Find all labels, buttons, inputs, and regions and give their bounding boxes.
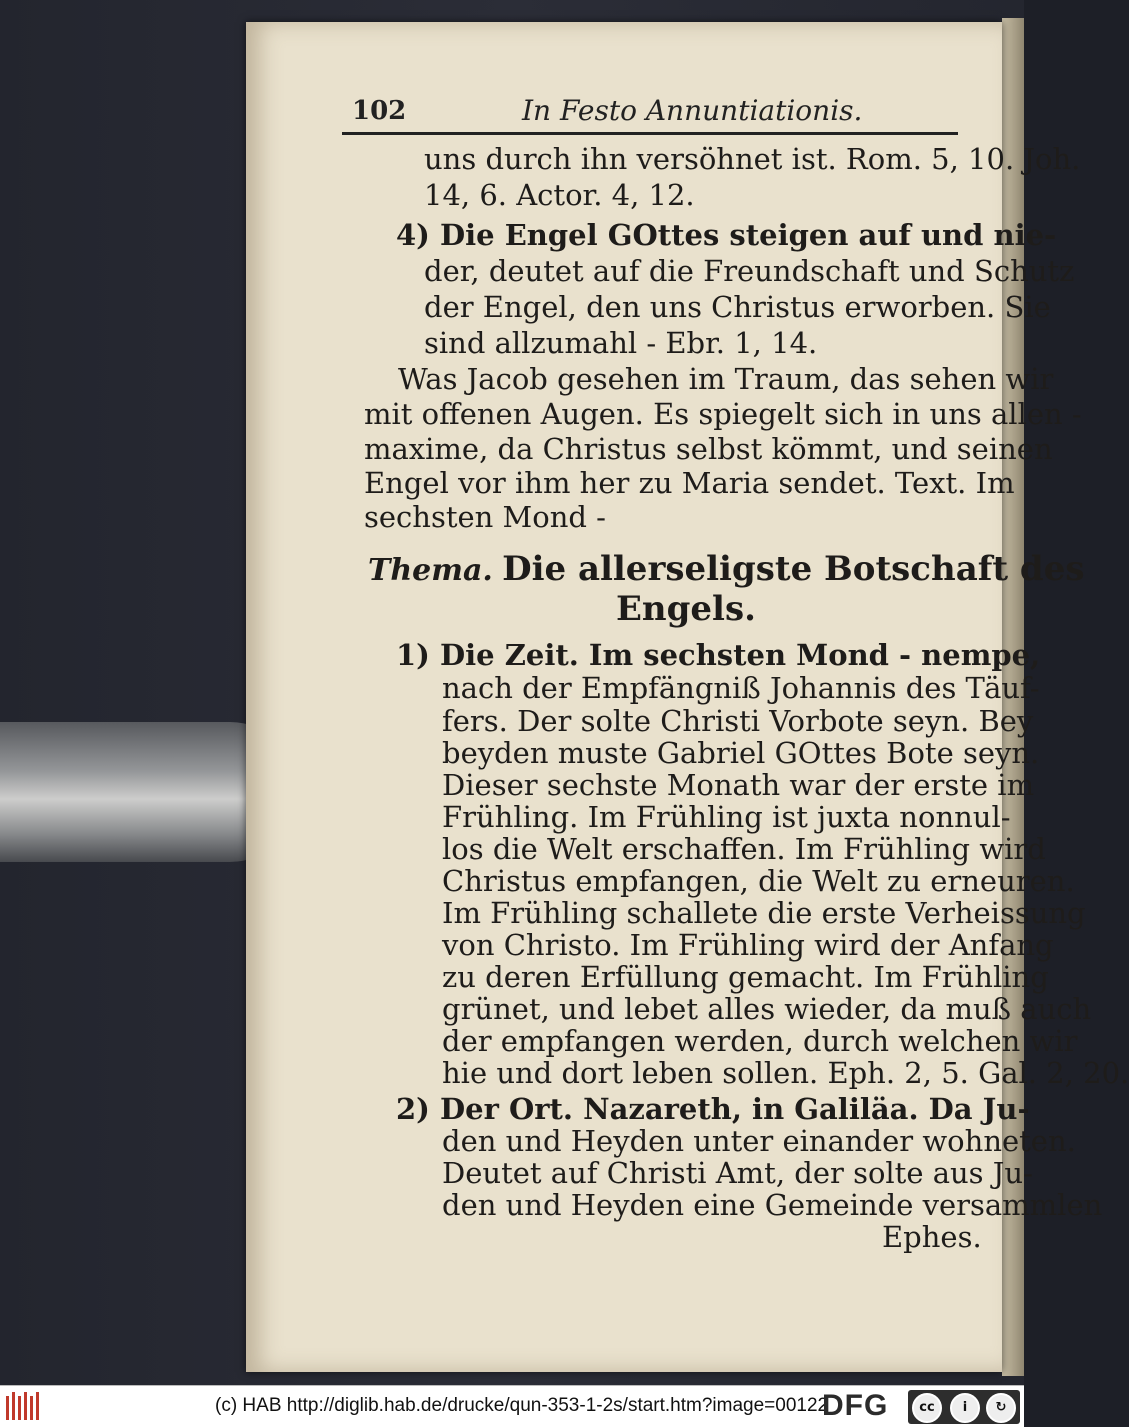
cc-icon: cc [912, 1393, 942, 1423]
section-line: Christus empfangen, die Welt zu erneuren. [442, 864, 1075, 898]
viewer-footer [0, 1385, 1024, 1427]
section-line: 1) Die Zeit. Im sechsten Mond - nempe, [396, 638, 1041, 672]
page-number: 102 [352, 96, 407, 126]
body-line: der Engel, den uns Christus erworben. Sie [424, 290, 1051, 324]
by-icon: i [950, 1393, 980, 1423]
section-line: der empfangen werden, durch welchen wir [442, 1024, 1078, 1058]
page-header [342, 90, 962, 130]
body-line: 4) Die Engel GOttes steigen auf und nie- [396, 218, 1057, 252]
section-line: Deutet auf Christi Amt, der solte aus Ju- [442, 1156, 1033, 1190]
running-head: In Festo Annuntiationis. [522, 94, 863, 127]
section-line: Frühling. Im Frühling ist juxta nonnul- [442, 800, 1011, 834]
section-line: Dieser sechste Monath war der erste im [442, 768, 1035, 802]
section-line: fers. Der solte Christi Vorbote seyn. Bey [442, 704, 1034, 738]
body-line: sind allzumahl - Ebr. 1, 14. [424, 326, 818, 360]
body-line: sechsten Mond - [364, 500, 606, 534]
section-line: zu deren Erfüllung gemacht. Im Frühling [442, 960, 1049, 994]
thema-title-line1: Die allerseligste Botschaft des [502, 549, 1085, 589]
section-line: den und Heyden unter einander wohneten. [442, 1124, 1076, 1158]
thema-heading [368, 549, 1085, 589]
body-line: 14, 6. Actor. 4, 12. [424, 178, 695, 212]
body-line: maxime, da Christus selbst kömmt, und seinen [364, 432, 1053, 466]
section-line: Im Frühling schallete die erste Verheissung [442, 896, 1086, 930]
cc-license-badge[interactable] [908, 1390, 1020, 1424]
thema-title-line2: Engels. [616, 589, 756, 629]
barcode-icon [6, 1392, 42, 1420]
body-line: mit offenen Augen. Es spiegelt sich in uns allen - [364, 397, 1082, 431]
section-line: 2) Der Ort. Nazareth, in Galiläa. Da Ju- [396, 1092, 1030, 1126]
body-line: Was Jacob gesehen im Traum, das sehen wir [398, 362, 1054, 396]
section-line: Ephes. [882, 1220, 982, 1254]
sa-icon: ↻ [986, 1393, 1016, 1423]
citation-link[interactable]: (c) HAB http://diglib.hab.de/drucke/qun-353-1-2s/start.htm?image=00122 [215, 1395, 829, 1416]
section-line: von Christo. Im Frühling wird der Anfang [442, 928, 1054, 962]
body-line: der, deutet auf die Freundschaft und Schutz [424, 254, 1075, 288]
body-line: uns durch ihn versöhnet ist. Rom. 5, 10. Joh. [424, 142, 1081, 176]
section-line: grünet, und lebet alles wieder, da muß auch [442, 992, 1092, 1026]
header-rule [342, 132, 958, 135]
section-line: den und Heyden eine Gemeinde versammlen [442, 1188, 1103, 1222]
thema-label: Thema. [368, 553, 493, 588]
dfg-logo: DFG [822, 1389, 889, 1422]
section-line: hie und dort leben sollen. Eph. 2, 5. Gal. 2, 20. [442, 1056, 1129, 1090]
section-line: nach der Empfängniß Johannis des Täuf- [442, 671, 1040, 705]
book-page [246, 22, 1129, 1372]
section-line: los die Welt erschaffen. Im Frühling wird [442, 832, 1046, 866]
body-line: Engel vor ihm her zu Maria sendet. Text. Im [364, 466, 1015, 500]
section-line: beyden muste Gabriel GOttes Bote seyn. [442, 736, 1040, 770]
